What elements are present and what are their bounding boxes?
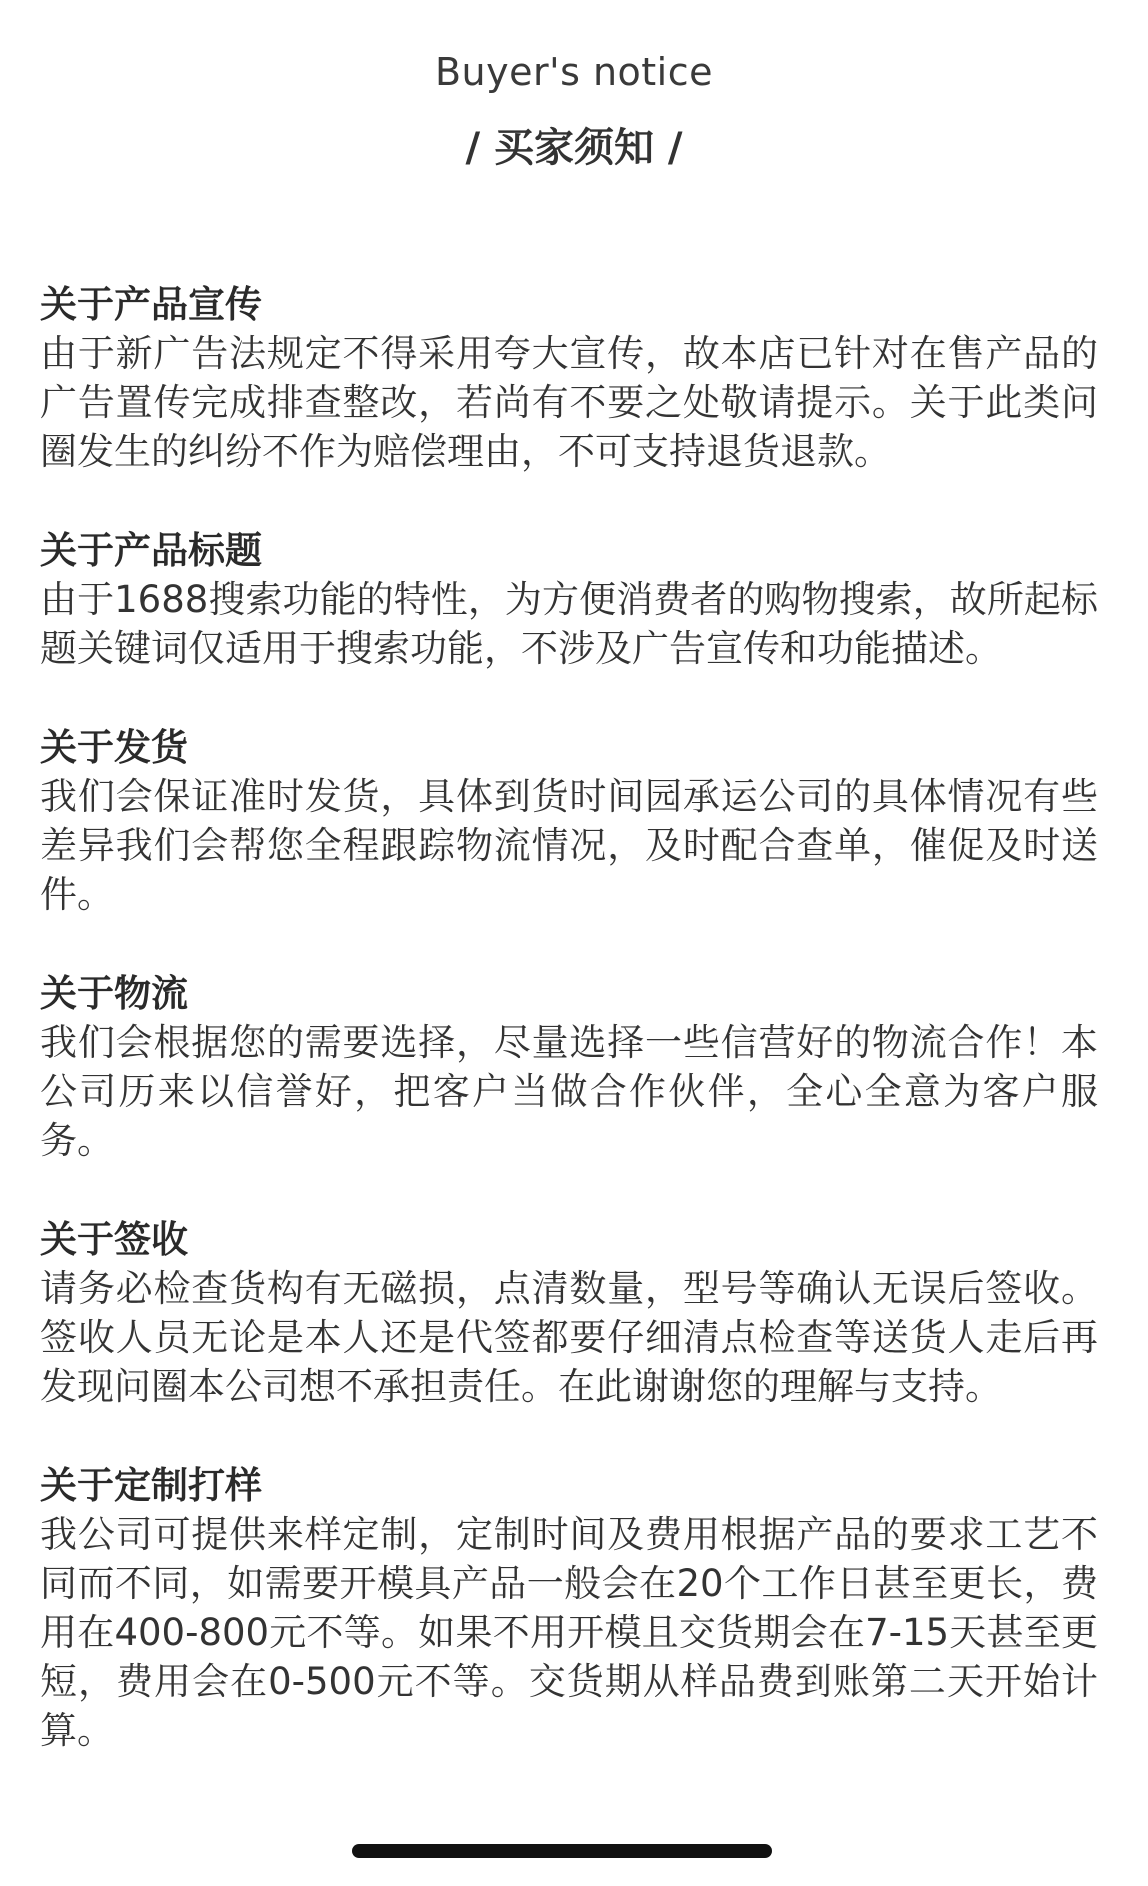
section-body: 由于1688搜索功能的特性，为方便消费者的购物搜索，故所起标题关键词仅适用于搜索功能，不涉及广告宣传和功能描述。 xyxy=(40,578,1098,670)
section-product-title xyxy=(40,526,1098,673)
section-title: 关于签收 xyxy=(40,1218,188,1261)
section-title: 关于定制打样 xyxy=(40,1464,262,1507)
title-chinese: / 买家须知 / xyxy=(465,125,683,171)
section-title: 关于产品标题 xyxy=(40,529,262,572)
section-body: 请务必检查货构有无磁损，点清数量，型号等确认无误后签收。签收人员无论是本人还是代签都要仔细清点检查等送货人走后再发现问圈本公司想不承担责任。在此谢谢您的理解与支持。 xyxy=(40,1267,1098,1408)
home-indicator-bar[interactable] xyxy=(352,1844,772,1858)
section-shipping xyxy=(40,723,1098,919)
section-body: 由于新广告法规定不得采用夸大宣传，故本店已针对在售产品的广告置传完成排查整改，若尚有不要之处敬请提示。关于此类问圈发生的纠纷不作为赔偿理由，不可支持退货退款。 xyxy=(40,332,1098,473)
notice-header xyxy=(0,44,1148,176)
section-logistics xyxy=(40,969,1098,1165)
section-title: 关于产品宣传 xyxy=(40,283,262,326)
notice-content xyxy=(40,280,1098,1805)
section-body: 我们会根据您的需要选择，尽量选择一些信营好的物流合作！本公司历来以信誉好，把客户当做合作伙伴，全心全意为客户服务。 xyxy=(40,1021,1098,1162)
section-product-promotion xyxy=(40,280,1098,476)
section-title: 关于发货 xyxy=(40,726,188,769)
section-custom-sampling xyxy=(40,1461,1098,1755)
section-body: 我公司可提供来样定制，定制时间及费用根据产品的要求工艺不同而不同，如需要开模具产品一般会在20个工作日甚至更长，费用在400-800元不等。如果不用开模且交货期会在7-15天甚至更短，费用会在0-500元不等。交货期从样品费到账第二天开始计算。 xyxy=(40,1513,1098,1752)
section-receipt xyxy=(40,1215,1098,1411)
section-title: 关于物流 xyxy=(40,972,188,1015)
title-english: Buyer's notice xyxy=(434,50,714,94)
section-body: 我们会保证准时发货，具体到货时间园承运公司的具体情况有些差异我们会帮您全程跟踪物流情况，及时配合查单，催促及时送件。 xyxy=(40,775,1098,916)
